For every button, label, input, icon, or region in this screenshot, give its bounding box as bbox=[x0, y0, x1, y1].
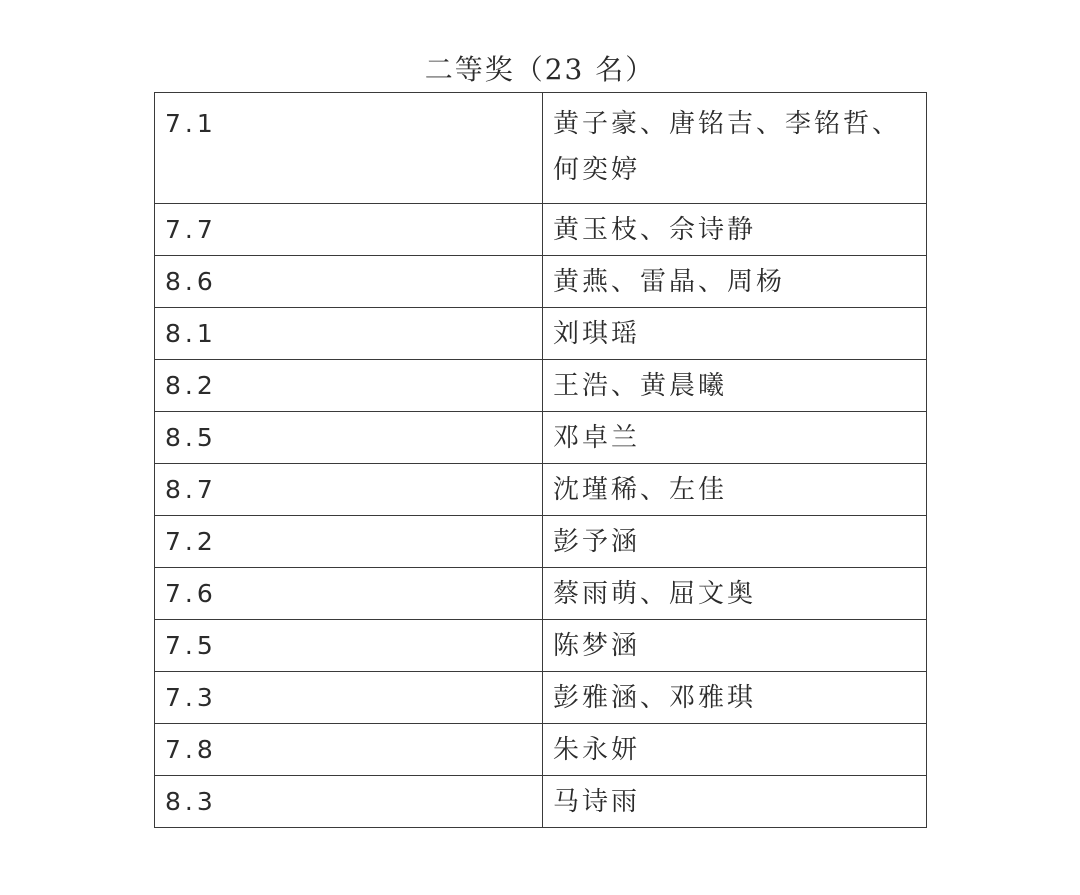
class-code-cell: 7.1 bbox=[155, 93, 543, 204]
table-row bbox=[155, 93, 927, 204]
class-code-cell: 8.2 bbox=[155, 360, 543, 412]
table-row bbox=[155, 724, 927, 776]
student-names-cell: 黄玉枝、佘诗静 bbox=[543, 204, 927, 256]
class-code-cell: 8.3 bbox=[155, 776, 543, 828]
table-row bbox=[155, 360, 927, 412]
table-row bbox=[155, 672, 927, 724]
student-names-cell: 沈瑾稀、左佳 bbox=[543, 464, 927, 516]
class-code-cell: 7.3 bbox=[155, 672, 543, 724]
table-row bbox=[155, 204, 927, 256]
class-code-cell: 7.7 bbox=[155, 204, 543, 256]
student-names-cell: 彭雅涵、邓雅琪 bbox=[543, 672, 927, 724]
student-names-cell: 黄燕、雷晶、周杨 bbox=[543, 256, 927, 308]
table-row bbox=[155, 776, 927, 828]
page-title: 二等奖（23 名） bbox=[424, 53, 656, 86]
student-names-cell: 陈梦涵 bbox=[543, 620, 927, 672]
class-code-cell: 7.5 bbox=[155, 620, 543, 672]
class-code-cell: 7.8 bbox=[155, 724, 543, 776]
table-row bbox=[155, 308, 927, 360]
student-names-cell: 邓卓兰 bbox=[543, 412, 927, 464]
class-code-cell: 8.5 bbox=[155, 412, 543, 464]
class-code-cell: 8.7 bbox=[155, 464, 543, 516]
student-names-cell: 王浩、黄晨曦 bbox=[543, 360, 927, 412]
class-code-cell: 8.6 bbox=[155, 256, 543, 308]
student-names-cell: 蔡雨萌、屈文奥 bbox=[543, 568, 927, 620]
award-table bbox=[154, 92, 927, 828]
student-names-cell: 马诗雨 bbox=[543, 776, 927, 828]
student-names-cell: 黄子豪、唐铭吉、李铭哲、何奕婷 bbox=[543, 93, 927, 204]
table-row bbox=[155, 516, 927, 568]
table-row bbox=[155, 256, 927, 308]
table-row bbox=[155, 464, 927, 516]
table-row bbox=[155, 620, 927, 672]
class-code-cell: 7.6 bbox=[155, 568, 543, 620]
table-row bbox=[155, 568, 927, 620]
class-code-cell: 7.2 bbox=[155, 516, 543, 568]
table-row bbox=[155, 412, 927, 464]
student-names-cell: 彭予涵 bbox=[543, 516, 927, 568]
student-names-cell: 朱永妍 bbox=[543, 724, 927, 776]
student-names-cell: 刘琪瑶 bbox=[543, 308, 927, 360]
class-code-cell: 8.1 bbox=[155, 308, 543, 360]
